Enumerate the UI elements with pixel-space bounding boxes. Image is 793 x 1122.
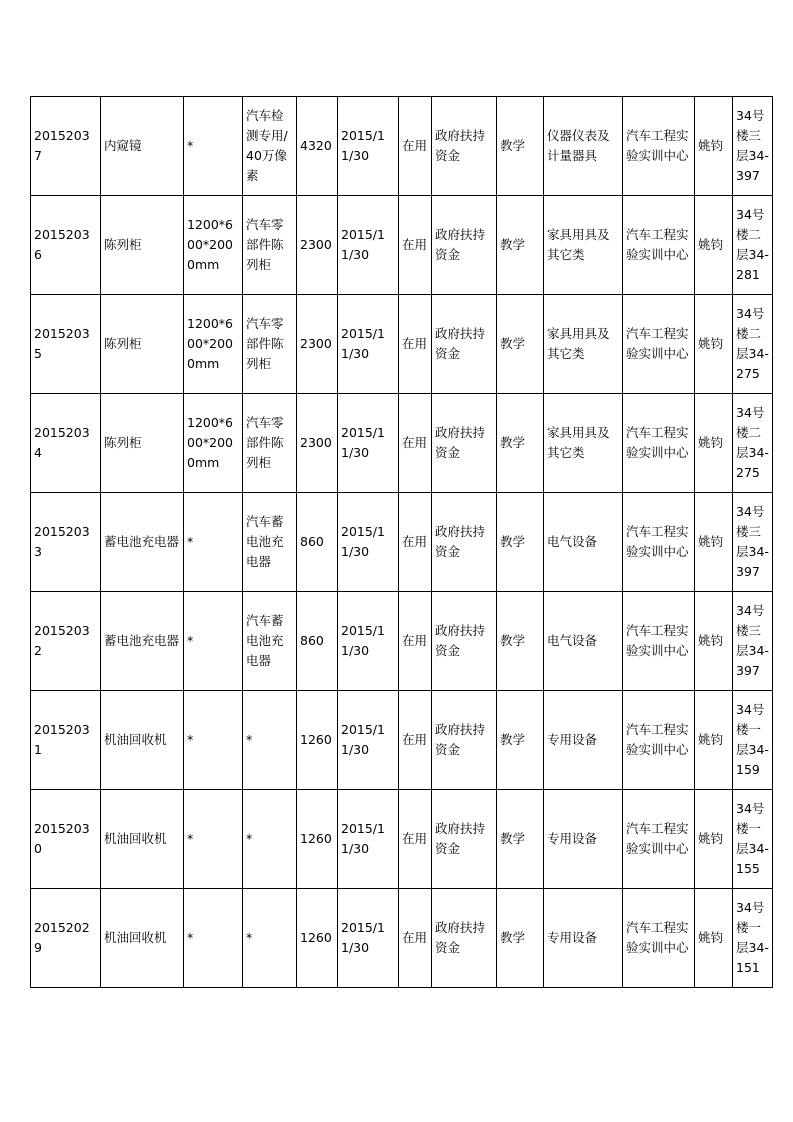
model-cell: 汽车零部件陈列柜	[243, 295, 297, 394]
price-cell: 2300	[297, 394, 338, 493]
category-cell: 专用设备	[544, 691, 623, 790]
keeper-cell: 姚钧	[695, 97, 733, 196]
table-row	[31, 196, 773, 295]
table-row	[31, 790, 773, 889]
model-cell: 汽车零部件陈列柜	[243, 394, 297, 493]
spec-cell: *	[184, 97, 243, 196]
asset-id-cell: 20152036	[31, 196, 101, 295]
asset-id-cell: 20152032	[31, 592, 101, 691]
funding-source-cell: 政府扶持资金	[432, 691, 497, 790]
price-cell: 4320	[297, 97, 338, 196]
department-cell: 汽车工程实验实训中心	[623, 97, 695, 196]
location-cell: 34号楼一层34-155	[733, 790, 773, 889]
model-cell: 汽车零部件陈列柜	[243, 196, 297, 295]
table-row	[31, 394, 773, 493]
category-cell: 专用设备	[544, 790, 623, 889]
category-cell: 家具用具及其它类	[544, 295, 623, 394]
model-cell: 汽车蓄电池充电器	[243, 493, 297, 592]
model-cell: *	[243, 790, 297, 889]
keeper-cell: 姚钧	[695, 196, 733, 295]
table-row	[31, 295, 773, 394]
model-cell: *	[243, 691, 297, 790]
asset-name-cell: 陈列柜	[101, 196, 184, 295]
usage-cell: 教学	[497, 790, 544, 889]
funding-source-cell: 政府扶持资金	[432, 394, 497, 493]
usage-cell: 教学	[497, 889, 544, 988]
status-cell: 在用	[399, 592, 432, 691]
table-row	[31, 889, 773, 988]
purchase-date-cell: 2015/11/30	[338, 691, 399, 790]
price-cell: 2300	[297, 196, 338, 295]
usage-cell: 教学	[497, 295, 544, 394]
spec-cell: 1200*600*2000mm	[184, 394, 243, 493]
usage-cell: 教学	[497, 493, 544, 592]
purchase-date-cell: 2015/11/30	[338, 790, 399, 889]
department-cell: 汽车工程实验实训中心	[623, 493, 695, 592]
department-cell: 汽车工程实验实训中心	[623, 592, 695, 691]
usage-cell: 教学	[497, 691, 544, 790]
purchase-date-cell: 2015/11/30	[338, 493, 399, 592]
asset-id-cell: 20152033	[31, 493, 101, 592]
status-cell: 在用	[399, 196, 432, 295]
asset-name-cell: 内窥镜	[101, 97, 184, 196]
price-cell: 860	[297, 592, 338, 691]
funding-source-cell: 政府扶持资金	[432, 97, 497, 196]
table-row	[31, 97, 773, 196]
table-row	[31, 493, 773, 592]
purchase-date-cell: 2015/11/30	[338, 394, 399, 493]
status-cell: 在用	[399, 394, 432, 493]
spec-cell: *	[184, 790, 243, 889]
asset-table	[30, 96, 773, 988]
asset-name-cell: 蓄电池充电器	[101, 493, 184, 592]
keeper-cell: 姚钧	[695, 295, 733, 394]
category-cell: 专用设备	[544, 889, 623, 988]
category-cell: 电气设备	[544, 592, 623, 691]
price-cell: 1260	[297, 691, 338, 790]
purchase-date-cell: 2015/11/30	[338, 97, 399, 196]
price-cell: 1260	[297, 889, 338, 988]
keeper-cell: 姚钧	[695, 394, 733, 493]
keeper-cell: 姚钧	[695, 592, 733, 691]
status-cell: 在用	[399, 691, 432, 790]
status-cell: 在用	[399, 889, 432, 988]
spec-cell: 1200*600*2000mm	[184, 295, 243, 394]
asset-id-cell: 20152031	[31, 691, 101, 790]
category-cell: 电气设备	[544, 493, 623, 592]
category-cell: 家具用具及其它类	[544, 196, 623, 295]
category-cell: 家具用具及其它类	[544, 394, 623, 493]
asset-name-cell: 机油回收机	[101, 790, 184, 889]
price-cell: 2300	[297, 295, 338, 394]
asset-name-cell: 陈列柜	[101, 394, 184, 493]
funding-source-cell: 政府扶持资金	[432, 592, 497, 691]
keeper-cell: 姚钧	[695, 493, 733, 592]
price-cell: 860	[297, 493, 338, 592]
spec-cell: *	[184, 493, 243, 592]
location-cell: 34号楼二层34-275	[733, 394, 773, 493]
asset-name-cell: 机油回收机	[101, 889, 184, 988]
location-cell: 34号楼二层34-275	[733, 295, 773, 394]
asset-name-cell: 陈列柜	[101, 295, 184, 394]
spec-cell: *	[184, 889, 243, 988]
keeper-cell: 姚钧	[695, 790, 733, 889]
usage-cell: 教学	[497, 196, 544, 295]
department-cell: 汽车工程实验实训中心	[623, 394, 695, 493]
status-cell: 在用	[399, 493, 432, 592]
spec-cell: 1200*600*2000mm	[184, 196, 243, 295]
location-cell: 34号楼三层34-397	[733, 97, 773, 196]
funding-source-cell: 政府扶持资金	[432, 889, 497, 988]
funding-source-cell: 政府扶持资金	[432, 790, 497, 889]
asset-name-cell: 机油回收机	[101, 691, 184, 790]
status-cell: 在用	[399, 97, 432, 196]
purchase-date-cell: 2015/11/30	[338, 889, 399, 988]
location-cell: 34号楼一层34-151	[733, 889, 773, 988]
purchase-date-cell: 2015/11/30	[338, 592, 399, 691]
usage-cell: 教学	[497, 592, 544, 691]
keeper-cell: 姚钧	[695, 889, 733, 988]
asset-name-cell: 蓄电池充电器	[101, 592, 184, 691]
status-cell: 在用	[399, 295, 432, 394]
price-cell: 1260	[297, 790, 338, 889]
usage-cell: 教学	[497, 97, 544, 196]
spec-cell: *	[184, 592, 243, 691]
funding-source-cell: 政府扶持资金	[432, 196, 497, 295]
asset-id-cell: 20152029	[31, 889, 101, 988]
location-cell: 34号楼三层34-397	[733, 493, 773, 592]
usage-cell: 教学	[497, 394, 544, 493]
location-cell: 34号楼一层34-159	[733, 691, 773, 790]
model-cell: 汽车蓄电池充电器	[243, 592, 297, 691]
location-cell: 34号楼二层34-281	[733, 196, 773, 295]
status-cell: 在用	[399, 790, 432, 889]
department-cell: 汽车工程实验实训中心	[623, 889, 695, 988]
department-cell: 汽车工程实验实训中心	[623, 295, 695, 394]
purchase-date-cell: 2015/11/30	[338, 196, 399, 295]
asset-id-cell: 20152034	[31, 394, 101, 493]
location-cell: 34号楼三层34-397	[733, 592, 773, 691]
department-cell: 汽车工程实验实训中心	[623, 790, 695, 889]
model-cell: 汽车检测专用/40万像素	[243, 97, 297, 196]
model-cell: *	[243, 889, 297, 988]
spec-cell: *	[184, 691, 243, 790]
department-cell: 汽车工程实验实训中心	[623, 691, 695, 790]
asset-id-cell: 20152030	[31, 790, 101, 889]
keeper-cell: 姚钧	[695, 691, 733, 790]
funding-source-cell: 政府扶持资金	[432, 493, 497, 592]
category-cell: 仪器仪表及计量器具	[544, 97, 623, 196]
asset-table-body	[31, 97, 773, 988]
purchase-date-cell: 2015/11/30	[338, 295, 399, 394]
asset-id-cell: 20152035	[31, 295, 101, 394]
table-row	[31, 691, 773, 790]
funding-source-cell: 政府扶持资金	[432, 295, 497, 394]
department-cell: 汽车工程实验实训中心	[623, 196, 695, 295]
asset-id-cell: 20152037	[31, 97, 101, 196]
table-row	[31, 592, 773, 691]
